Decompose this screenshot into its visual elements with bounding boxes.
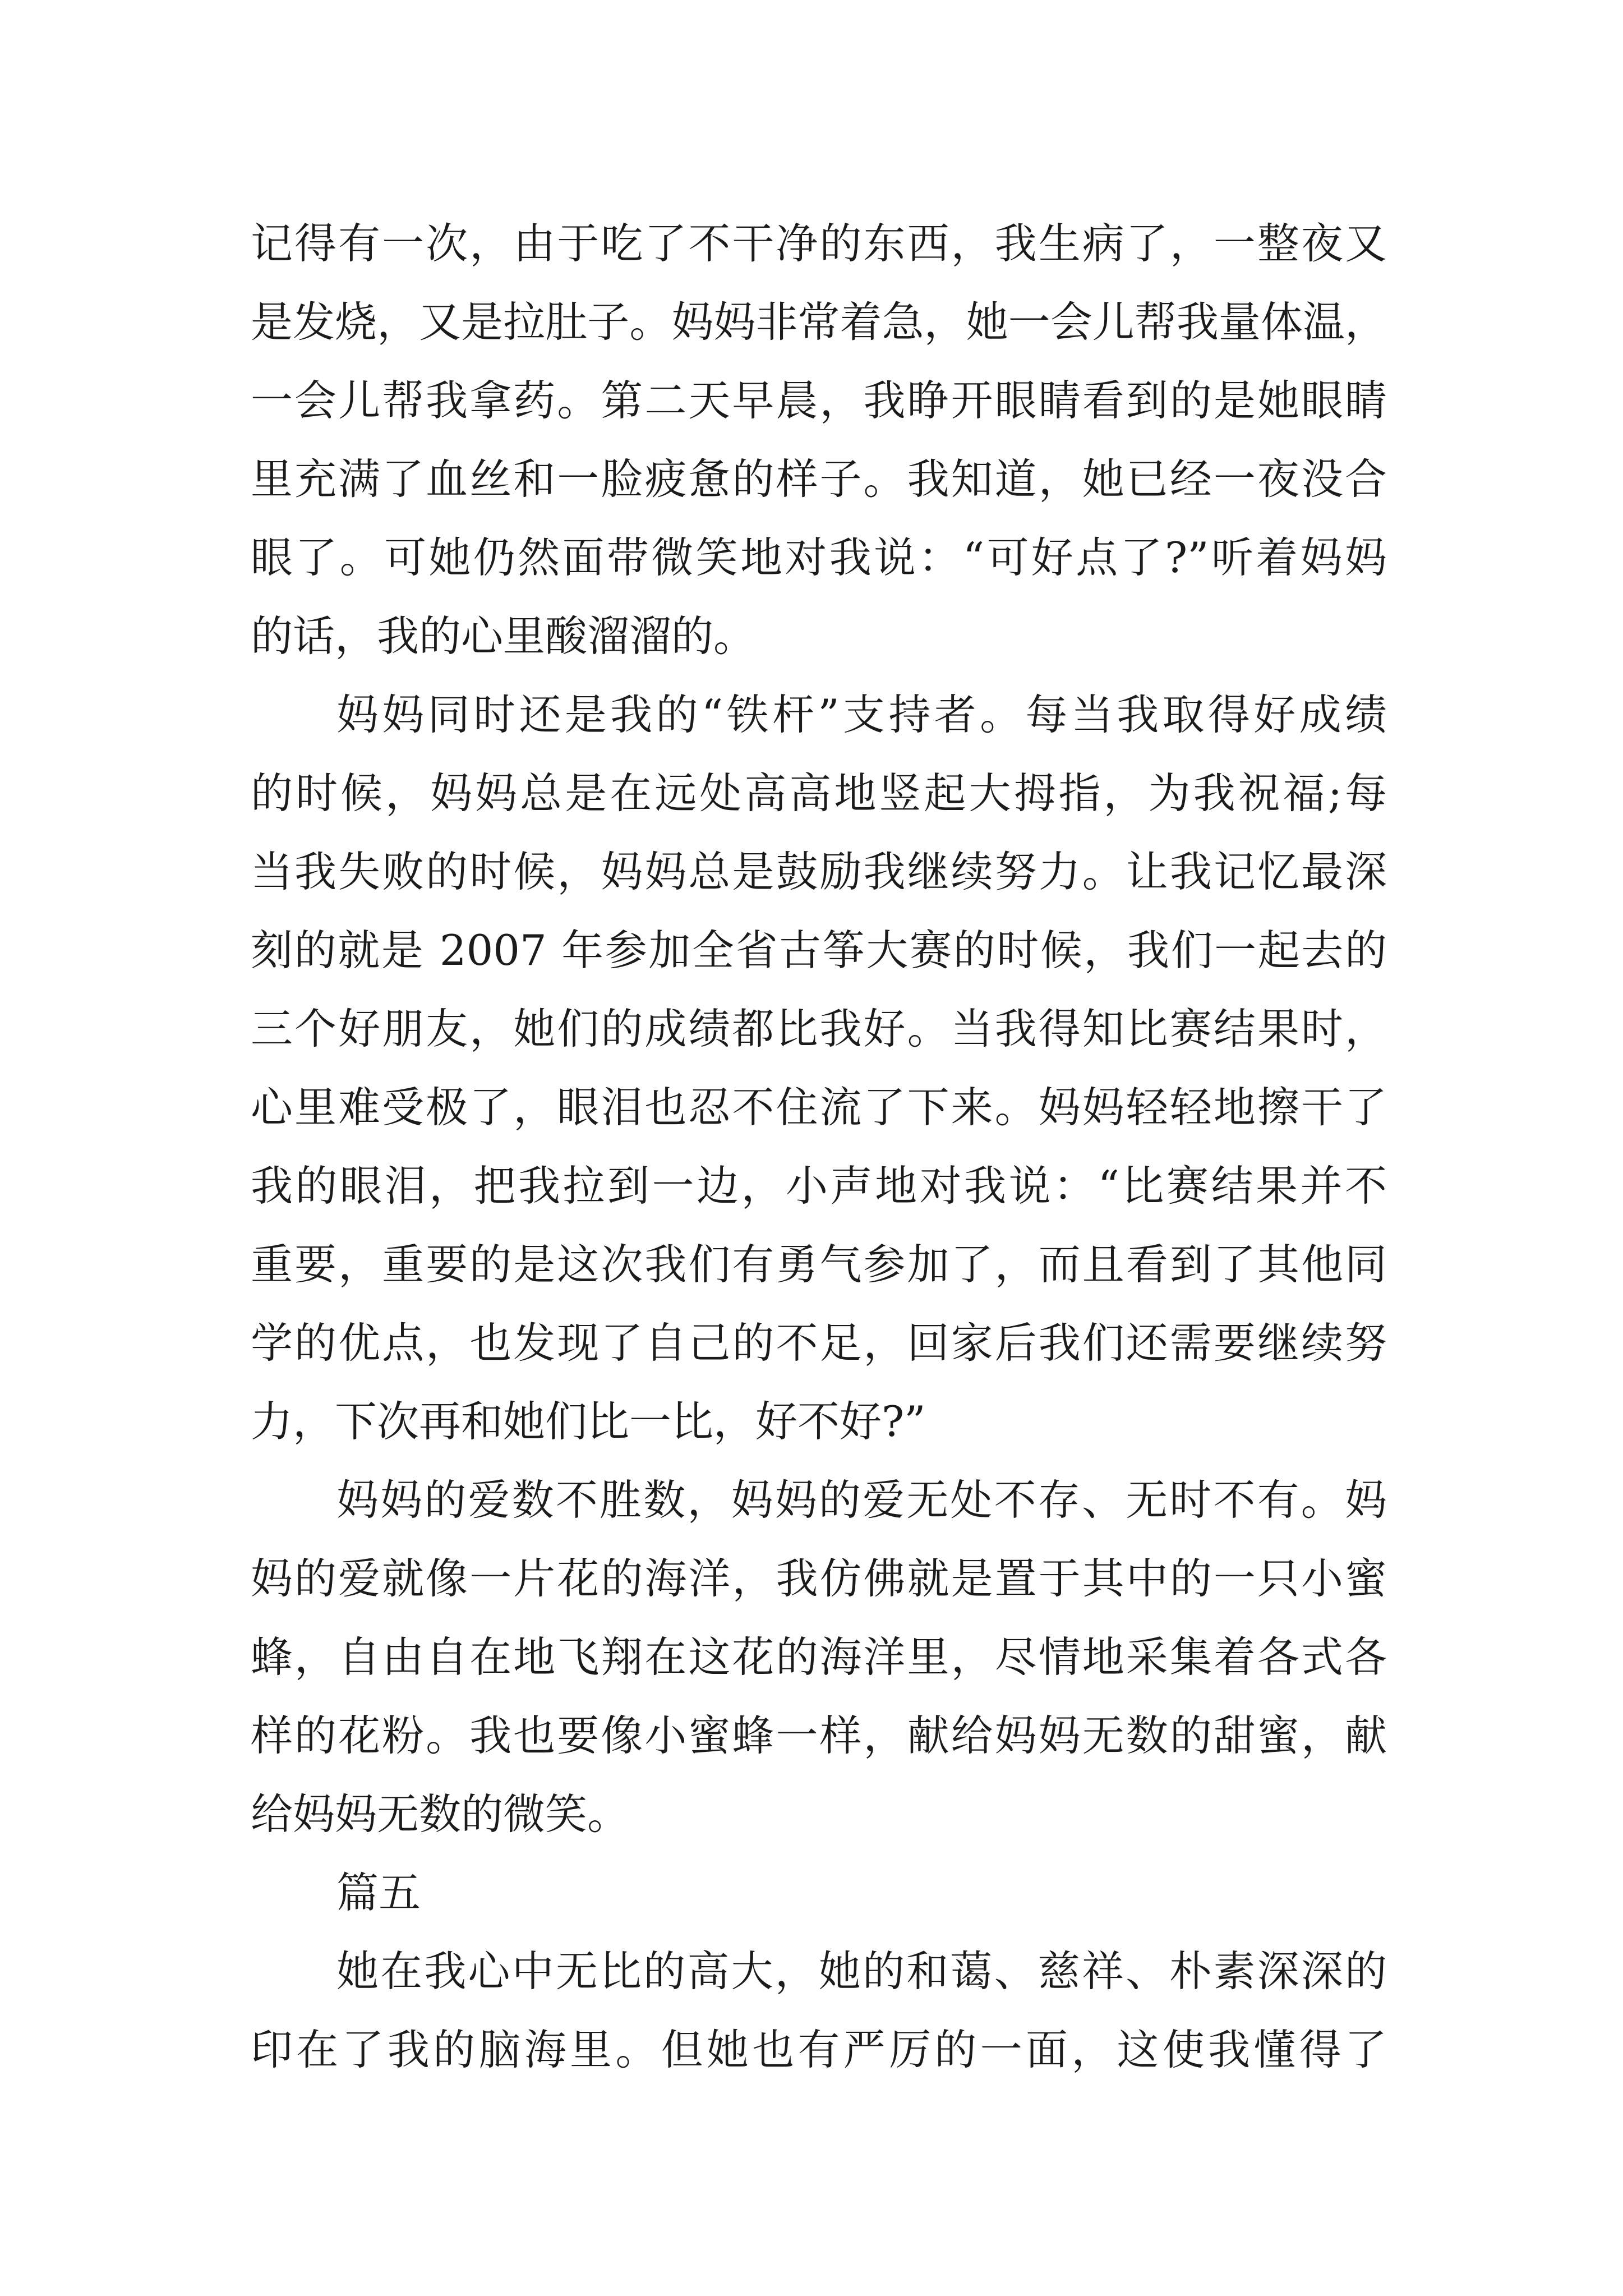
- text-line: 样的花粉。我也要像小蜜蜂一样，献给妈妈无数的甜蜜，献: [251, 1711, 1387, 1760]
- text-line: 的话，我的心里酸溜溜的。: [251, 611, 756, 661]
- text-line: 蜂，自由自在地飞翔在这花的海洋里，尽情地采集着各式各: [251, 1632, 1387, 1682]
- text-line: 当我失败的时候，妈妈总是鼓励我继续努力。让我记忆最深: [251, 847, 1387, 896]
- text-line: 眼了。可她仍然面带微笑地对我说：“可好点了?”听着妈妈: [251, 533, 1387, 582]
- text-line: 她在我心中无比的高大，她的和蔼、慈祥、朴素深深的: [336, 1947, 1387, 1996]
- paragraph: [251, 675, 1387, 1461]
- text-line: 学的优点，也发现了自己的不足，回家后我们还需要继续努: [251, 1318, 1387, 1368]
- text-line: 刻的就是 2007 年参加全省古筝大赛的时候，我们一起去的: [251, 926, 1387, 975]
- text-line: 一会儿帮我拿药。第二天早晨，我睁开眼睛看到的是她眼睛: [251, 376, 1387, 425]
- text-line: 的时候，妈妈总是在远处高高地竖起大拇指，为我祝福;每: [251, 769, 1387, 818]
- text-line: 是发烧，又是拉肚子。妈妈非常着急，她一会儿帮我量体温，: [251, 297, 1387, 347]
- body-text: [251, 204, 1387, 2089]
- section-heading-text: 篇五: [336, 1868, 421, 1917]
- paragraph: [251, 204, 1387, 675]
- text-line: 里充满了血丝和一脸疲惫的样子。我知道，她已经一夜没合: [251, 454, 1387, 504]
- text-line: 我的眼泪，把我拉到一边，小声地对我说：“比赛结果并不: [251, 1161, 1387, 1211]
- section-heading: [251, 1853, 1387, 1932]
- text-line: 记得有一次，由于吃了不干净的东西，我生病了，一整夜又: [251, 219, 1387, 268]
- text-line: 妈妈的爱数不胜数，妈妈的爱无处不存、无时不有。妈: [336, 1475, 1387, 1525]
- text-line: 三个好朋友，她们的成绩都比我好。当我得知比赛结果时，: [251, 1004, 1387, 1053]
- text-line: 心里难受极了，眼泪也忍不住流了下来。妈妈轻轻地擦干了: [251, 1083, 1387, 1132]
- text-line: 重要，重要的是这次我们有勇气参加了，而且看到了其他同: [251, 1240, 1387, 1289]
- text-line: 妈妈同时还是我的“铁杆”支持者。每当我取得好成绩: [336, 690, 1387, 739]
- text-line: 印在了我的脑海里。但她也有严厉的一面，这使我懂得了: [251, 2025, 1387, 2074]
- text-line: 力，下次再和她们比一比，好不好?”: [251, 1397, 926, 1446]
- text-line: 给妈妈无数的微笑。: [251, 1789, 630, 1839]
- paragraph: [251, 1461, 1387, 1853]
- paragraph: [251, 1932, 1387, 2089]
- text-line: 妈的爱就像一片花的海洋，我仿佛就是置于其中的一只小蜜: [251, 1554, 1387, 1603]
